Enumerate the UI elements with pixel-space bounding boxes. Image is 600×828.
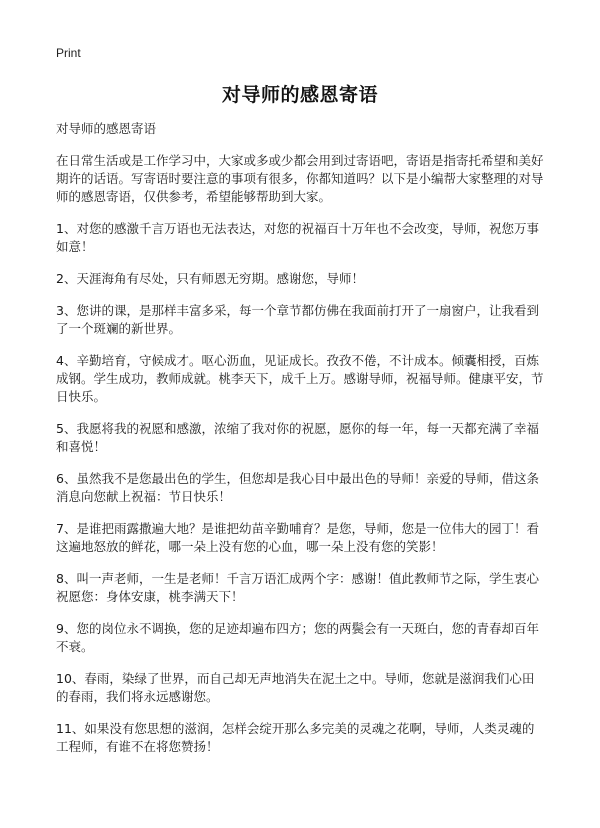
list-item-7: 7、是谁把雨露撒遍大地？是谁把幼苗辛勤哺育？是您，导师，您是一位伟大的园丁！看这遍地怒放的鲜花，哪一朵上没有您的心血，哪一朵上没有您的笑影！	[56, 521, 539, 554]
print-link[interactable]: Print	[56, 46, 81, 60]
list-item-9: 9、您的岗位永不调换，您的足迹却遍布四方；您的两鬓会有一天斑白，您的青春却百年不衰。	[56, 621, 539, 654]
list-item-3: 3、您讲的课，是那样丰富多采，每一个章节都仿佛在我面前打开了一扇窗户，让我看到了一个斑斓的新世界。	[56, 303, 539, 336]
list-item-10: 10、春雨，染绿了世界，而自己却无声地消失在泥土之中。导师，您就是滋润我们心田的春雨，我们将永远感谢您。	[56, 671, 535, 704]
article-subtitle: 对导师的感恩寄语	[56, 121, 157, 136]
intro-paragraph: 在日常生活或是工作学习中，大家或多或少都会用到过寄语吧，寄语是指寄托希望和美好期许的话语。写寄语时要注意的事项有很多，你都知道吗？以下是小编帮大家整理的对导师的感恩寄语，仅供参考，希望能够帮助到大家。	[56, 153, 544, 204]
article-content	[56, 120, 546, 770]
page-title: 对导师的感恩寄语	[221, 84, 378, 106]
list-item-8: 8、叫一声老师，一生是老师！千言万语汇成两个字：感谢！值此教师节之际，学生衷心祝愿您：身体安康，桃李满天下！	[56, 571, 539, 604]
list-item-6: 6、虽然我不是您最出色的学生，但您却是我心目中最出色的导师！亲爱的导师，借这条消息向您献上祝福：节日快乐！	[56, 471, 539, 504]
list-item-2: 2、天涯海角有尽处，只有师恩无穷期。感谢您，导师！	[56, 271, 364, 286]
list-item-4: 4、辛勤培育，守候成才。呕心沥血，见证成长。孜孜不倦，不计成本。倾囊相授，百炼成钢。学生成功，教师成就。桃李天下，成千上万。感谢导师，祝福导师。健康平安，节日快乐。	[56, 353, 544, 404]
list-item-1: 1、对您的感激千言万语也无法表达，对您的祝福百十万年也不会改变，导师，祝您万事如意！	[56, 221, 539, 254]
list-item-5: 5、我愿将我的祝愿和感激，浓缩了我对你的祝愿，愿你的每一年，每一天都充满了幸福和喜悦！	[56, 421, 539, 454]
list-item-11: 11、如果没有您思想的滋润，怎样会绽开那么多完美的灵魂之花啊，导师，人类灵魂的工程师，有谁不在将您赞扬！	[56, 721, 535, 754]
